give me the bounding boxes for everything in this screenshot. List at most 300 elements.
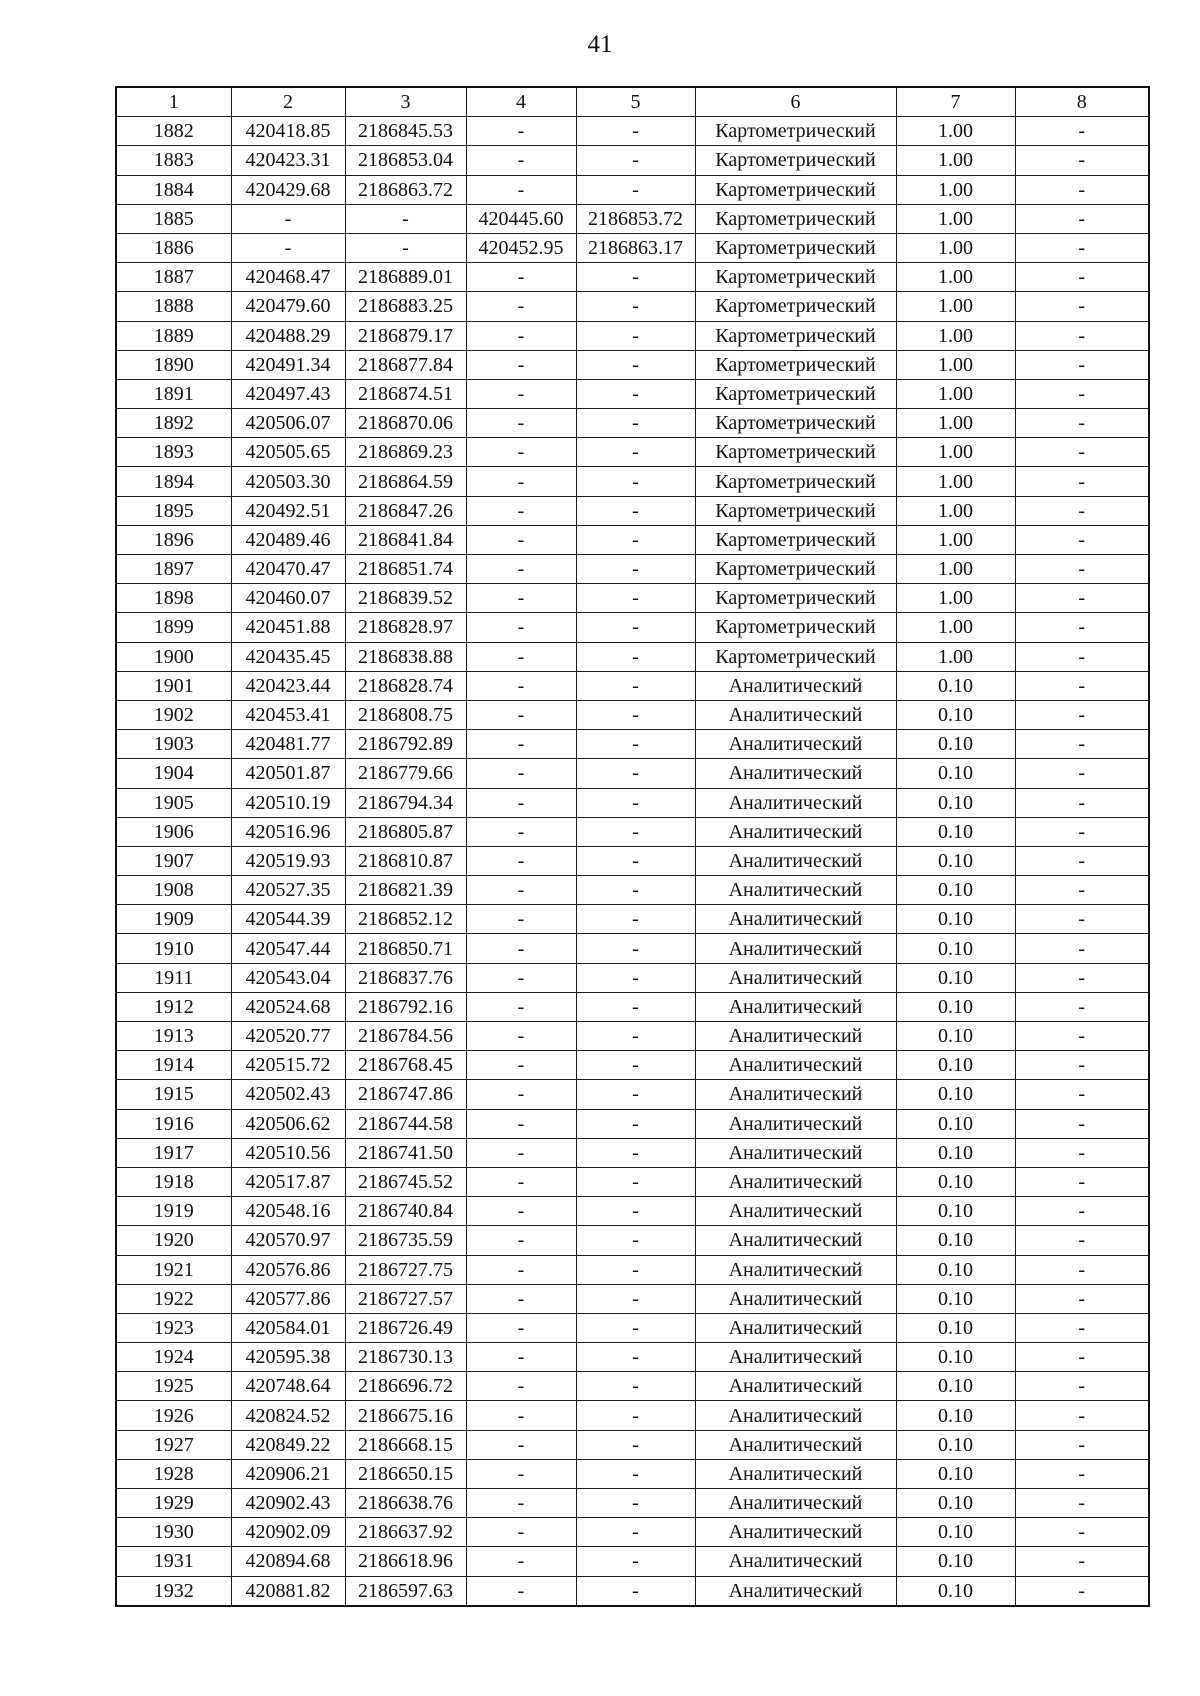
table-cell: 2186828.74 [345, 671, 466, 700]
table-cell: - [576, 146, 695, 175]
table-cell: - [1015, 117, 1149, 146]
table-cell: 1887 [116, 263, 231, 292]
table-cell: 420748.64 [231, 1372, 345, 1401]
table-cell: 2186850.71 [345, 934, 466, 963]
table-cell: 1.00 [896, 438, 1015, 467]
table-cell: - [576, 1167, 695, 1196]
table-cell: 1913 [116, 1022, 231, 1051]
table-cell: Аналитический [695, 1489, 896, 1518]
table-cell: - [576, 117, 695, 146]
table-cell: 1.00 [896, 467, 1015, 496]
table-row [116, 1343, 1149, 1372]
table-cell: - [466, 1226, 576, 1255]
table-cell: 1917 [116, 1138, 231, 1167]
table-cell: 420544.39 [231, 905, 345, 934]
table-cell: 2186821.39 [345, 876, 466, 905]
table-row [116, 1372, 1149, 1401]
table-cell: - [576, 730, 695, 759]
table-cell: Аналитический [695, 846, 896, 875]
table-cell: 2186839.52 [345, 584, 466, 613]
table-cell: 1922 [116, 1284, 231, 1313]
table-cell: 420489.46 [231, 525, 345, 554]
table-cell: Картометрический [695, 321, 896, 350]
table-cell: 420510.19 [231, 788, 345, 817]
table-row [116, 992, 1149, 1021]
table-cell: 420501.87 [231, 759, 345, 788]
table-cell: - [1015, 525, 1149, 554]
table-cell: 0.10 [896, 846, 1015, 875]
table-cell: 1899 [116, 613, 231, 642]
table-cell: 1.00 [896, 117, 1015, 146]
table-cell: 420506.07 [231, 409, 345, 438]
table-cell: - [1015, 1372, 1149, 1401]
table-cell: - [466, 321, 576, 350]
table-cell: 1885 [116, 204, 231, 233]
table-row [116, 817, 1149, 846]
table-row [116, 438, 1149, 467]
table-row [116, 584, 1149, 613]
table-cell: - [1015, 1518, 1149, 1547]
table-row [116, 642, 1149, 671]
table-row [116, 467, 1149, 496]
table-cell: 1919 [116, 1197, 231, 1226]
table-cell: - [466, 292, 576, 321]
table-row [116, 1547, 1149, 1576]
table-cell: 1921 [116, 1255, 231, 1284]
table-cell: 0.10 [896, 730, 1015, 759]
header-cell: 2 [231, 87, 345, 117]
table-cell: - [1015, 409, 1149, 438]
table-cell: 420902.09 [231, 1518, 345, 1547]
table-cell: - [576, 905, 695, 934]
table-cell: - [466, 817, 576, 846]
table-row [116, 1138, 1149, 1167]
table-row [116, 292, 1149, 321]
table-body [116, 117, 1149, 1606]
table-cell: 420445.60 [466, 204, 576, 233]
table-cell: 1909 [116, 905, 231, 934]
table-cell: - [576, 263, 695, 292]
table-cell: Аналитический [695, 1080, 896, 1109]
table-row [116, 233, 1149, 262]
table-row [116, 613, 1149, 642]
table-cell: 420584.01 [231, 1313, 345, 1342]
table-row [116, 1051, 1149, 1080]
table-cell: - [576, 1343, 695, 1372]
table-cell: Аналитический [695, 1255, 896, 1284]
table-cell: Картометрический [695, 379, 896, 408]
table-cell: - [576, 992, 695, 1021]
table-cell: 1.00 [896, 496, 1015, 525]
header-cell: 3 [345, 87, 466, 117]
table-cell: 1882 [116, 117, 231, 146]
table-cell: - [1015, 992, 1149, 1021]
table-cell: 1931 [116, 1547, 231, 1576]
table-row [116, 1167, 1149, 1196]
table-cell: 2186863.17 [576, 233, 695, 262]
table-cell: 2186810.87 [345, 846, 466, 875]
table-cell: Аналитический [695, 1051, 896, 1080]
table-cell: Аналитический [695, 817, 896, 846]
table-cell: 1888 [116, 292, 231, 321]
table-cell: 420435.45 [231, 642, 345, 671]
table-cell: - [1015, 700, 1149, 729]
table-cell: 420481.77 [231, 730, 345, 759]
table-cell: Аналитический [695, 1138, 896, 1167]
table-row [116, 1284, 1149, 1313]
table-cell: - [466, 934, 576, 963]
table-cell: 1.00 [896, 379, 1015, 408]
table-cell: 420468.47 [231, 263, 345, 292]
table-row [116, 730, 1149, 759]
table-cell: - [576, 642, 695, 671]
table-cell: 0.10 [896, 1226, 1015, 1255]
table-cell: - [466, 1080, 576, 1109]
table-cell: 1918 [116, 1167, 231, 1196]
table-cell: Аналитический [695, 1197, 896, 1226]
table-cell: - [576, 175, 695, 204]
table-cell: - [576, 555, 695, 584]
table-cell: 2186869.23 [345, 438, 466, 467]
table-cell: 0.10 [896, 1430, 1015, 1459]
table-row [116, 321, 1149, 350]
table-cell: - [576, 321, 695, 350]
table-cell: - [1015, 1489, 1149, 1518]
table-cell: - [1015, 321, 1149, 350]
table-cell: - [576, 671, 695, 700]
table-row [116, 788, 1149, 817]
table-cell: Аналитический [695, 1518, 896, 1547]
table-cell: 2186597.63 [345, 1576, 466, 1606]
table-cell: 1929 [116, 1489, 231, 1518]
table-cell: 0.10 [896, 1138, 1015, 1167]
table-cell: - [1015, 175, 1149, 204]
table-cell: - [466, 1051, 576, 1080]
table-row [116, 1459, 1149, 1488]
table-cell: - [1015, 876, 1149, 905]
table-cell: - [466, 642, 576, 671]
table-cell: - [466, 1459, 576, 1488]
table-cell: 2186726.49 [345, 1313, 466, 1342]
table-cell: 420849.22 [231, 1430, 345, 1459]
table-cell: - [1015, 438, 1149, 467]
table-cell: 1886 [116, 233, 231, 262]
table-cell: - [466, 1138, 576, 1167]
table-cell: 0.10 [896, 1343, 1015, 1372]
table-cell: 420418.85 [231, 117, 345, 146]
table-cell: 0.10 [896, 1576, 1015, 1606]
table-cell: - [466, 496, 576, 525]
table-cell: - [1015, 963, 1149, 992]
table-cell: 0.10 [896, 1022, 1015, 1051]
table-cell: Картометрический [695, 292, 896, 321]
table-row [116, 905, 1149, 934]
table-cell: Картометрический [695, 555, 896, 584]
table-row [116, 409, 1149, 438]
table-cell: - [576, 700, 695, 729]
table-cell: 2186741.50 [345, 1138, 466, 1167]
table-cell: 420902.43 [231, 1489, 345, 1518]
table-cell: Картометрический [695, 204, 896, 233]
table-cell: Картометрический [695, 613, 896, 642]
table-cell: 1925 [116, 1372, 231, 1401]
table-cell: - [1015, 642, 1149, 671]
table-cell: - [466, 263, 576, 292]
table-cell: 1.00 [896, 642, 1015, 671]
table-cell: 1889 [116, 321, 231, 350]
table-cell: 2186877.84 [345, 350, 466, 379]
table-cell: - [466, 1022, 576, 1051]
table-cell: 0.10 [896, 963, 1015, 992]
table-row [116, 525, 1149, 554]
table-cell: - [576, 963, 695, 992]
table-cell: - [466, 438, 576, 467]
table-cell: - [1015, 233, 1149, 262]
table-header-row [116, 87, 1149, 117]
table-cell: - [576, 1284, 695, 1313]
table-cell: Картометрический [695, 525, 896, 554]
table-cell: 2186847.26 [345, 496, 466, 525]
table-cell: 1900 [116, 642, 231, 671]
table-cell: 1908 [116, 876, 231, 905]
table-cell: 2186768.45 [345, 1051, 466, 1080]
table-cell: 1894 [116, 467, 231, 496]
table-cell: - [466, 409, 576, 438]
table-cell: 0.10 [896, 700, 1015, 729]
table-row [116, 1489, 1149, 1518]
header-cell: 1 [116, 87, 231, 117]
table-cell: - [466, 1489, 576, 1518]
table-cell: Картометрический [695, 233, 896, 262]
table-cell: 1926 [116, 1401, 231, 1430]
table-cell: - [1015, 671, 1149, 700]
table-cell: - [1015, 1167, 1149, 1196]
table-cell: - [1015, 1284, 1149, 1313]
table-cell: Аналитический [695, 1547, 896, 1576]
table-cell: - [1015, 1401, 1149, 1430]
header-cell: 6 [695, 87, 896, 117]
table-cell: 420576.86 [231, 1255, 345, 1284]
table-row [116, 671, 1149, 700]
table-cell: - [1015, 1547, 1149, 1576]
table-cell: Аналитический [695, 1109, 896, 1138]
table-cell: 420505.65 [231, 438, 345, 467]
table-cell: 420595.38 [231, 1343, 345, 1372]
table-cell: 0.10 [896, 1109, 1015, 1138]
table-cell: 420488.29 [231, 321, 345, 350]
table-cell: 0.10 [896, 1080, 1015, 1109]
table-cell: - [1015, 759, 1149, 788]
table-cell: - [1015, 379, 1149, 408]
table-cell: - [576, 1459, 695, 1488]
table-cell: - [466, 350, 576, 379]
table-cell: - [1015, 1051, 1149, 1080]
coordinates-table [115, 86, 1150, 1607]
table-cell: Аналитический [695, 963, 896, 992]
table-cell: 420524.68 [231, 992, 345, 1021]
table-cell: Аналитический [695, 700, 896, 729]
table-cell: 0.10 [896, 759, 1015, 788]
table-cell: - [576, 1489, 695, 1518]
table-cell: 1884 [116, 175, 231, 204]
table-cell: - [576, 1080, 695, 1109]
table-cell: 2186696.72 [345, 1372, 466, 1401]
table-cell: 2186851.74 [345, 555, 466, 584]
table-cell: - [466, 117, 576, 146]
table-cell: Аналитический [695, 1401, 896, 1430]
table-cell: 2186808.75 [345, 700, 466, 729]
table-cell: 0.10 [896, 1547, 1015, 1576]
table-cell: - [1015, 817, 1149, 846]
table-cell: Аналитический [695, 671, 896, 700]
table-cell: - [466, 584, 576, 613]
table-cell: 2186841.84 [345, 525, 466, 554]
table-cell: Аналитический [695, 876, 896, 905]
table-cell: - [1015, 555, 1149, 584]
table-row [116, 1255, 1149, 1284]
table-cell: 420510.56 [231, 1138, 345, 1167]
table-cell: 2186845.53 [345, 117, 466, 146]
table-cell: - [576, 1022, 695, 1051]
table-cell: 420453.41 [231, 700, 345, 729]
table-cell: - [1015, 146, 1149, 175]
table-cell: 420516.96 [231, 817, 345, 846]
table-cell: - [1015, 1459, 1149, 1488]
table-cell: 2186744.58 [345, 1109, 466, 1138]
table-cell: 2186735.59 [345, 1226, 466, 1255]
table-cell: - [1015, 613, 1149, 642]
table-cell: 2186879.17 [345, 321, 466, 350]
table-row [116, 1226, 1149, 1255]
table-cell: - [1015, 730, 1149, 759]
table-cell: - [576, 1255, 695, 1284]
table-cell: 420520.77 [231, 1022, 345, 1051]
table-row [116, 1313, 1149, 1342]
header-cell: 5 [576, 87, 695, 117]
table-cell: 1.00 [896, 350, 1015, 379]
table-cell: 1.00 [896, 204, 1015, 233]
table-cell: - [466, 730, 576, 759]
table-cell: Картометрический [695, 263, 896, 292]
table-cell: - [466, 525, 576, 554]
table-cell: 420491.34 [231, 350, 345, 379]
table-cell: - [466, 1518, 576, 1547]
table-cell: 2186792.89 [345, 730, 466, 759]
table-cell: 2186779.66 [345, 759, 466, 788]
table-cell: 1905 [116, 788, 231, 817]
table-cell: Аналитический [695, 1313, 896, 1342]
table-cell: 1928 [116, 1459, 231, 1488]
table-cell: 0.10 [896, 1401, 1015, 1430]
table-cell: 1.00 [896, 584, 1015, 613]
table-cell: 0.10 [896, 1459, 1015, 1488]
table-cell: 1902 [116, 700, 231, 729]
table-cell: - [1015, 350, 1149, 379]
table-cell: 1.00 [896, 175, 1015, 204]
table-cell: Картометрический [695, 438, 896, 467]
table-cell: - [466, 175, 576, 204]
table-cell: - [466, 876, 576, 905]
table-cell: - [345, 233, 466, 262]
table-row [116, 146, 1149, 175]
table-cell: - [466, 613, 576, 642]
table-row [116, 876, 1149, 905]
table-cell: 1930 [116, 1518, 231, 1547]
table-cell: 1911 [116, 963, 231, 992]
table-cell: 1897 [116, 555, 231, 584]
table-cell: 1907 [116, 846, 231, 875]
table-cell: - [466, 555, 576, 584]
table-cell: - [231, 204, 345, 233]
table-cell: - [576, 584, 695, 613]
table-cell: - [466, 1109, 576, 1138]
table-cell: - [466, 1401, 576, 1430]
table-cell: 420429.68 [231, 175, 345, 204]
table-cell: 1.00 [896, 321, 1015, 350]
table-cell: - [576, 1197, 695, 1226]
table-cell: - [1015, 1255, 1149, 1284]
table-cell: 420577.86 [231, 1284, 345, 1313]
table-cell: Аналитический [695, 730, 896, 759]
table-cell: 2186852.12 [345, 905, 466, 934]
table-cell: - [466, 146, 576, 175]
table-cell: - [466, 1372, 576, 1401]
table-cell: - [466, 846, 576, 875]
table-cell: 0.10 [896, 1197, 1015, 1226]
table-cell: - [1015, 1226, 1149, 1255]
table-cell: - [466, 467, 576, 496]
table-cell: - [576, 292, 695, 321]
table-cell: 1895 [116, 496, 231, 525]
table-row [116, 1197, 1149, 1226]
table-cell: Картометрический [695, 350, 896, 379]
table-cell: 1896 [116, 525, 231, 554]
table-cell: 420543.04 [231, 963, 345, 992]
table-cell: 1904 [116, 759, 231, 788]
table-cell: - [1015, 263, 1149, 292]
table-row [116, 175, 1149, 204]
table-row [116, 934, 1149, 963]
table-cell: 420492.51 [231, 496, 345, 525]
table-cell: Аналитический [695, 905, 896, 934]
table-cell: - [466, 1167, 576, 1196]
table-cell: 2186864.59 [345, 467, 466, 496]
table-row [116, 700, 1149, 729]
table-cell: - [1015, 496, 1149, 525]
table-cell: 0.10 [896, 1051, 1015, 1080]
table-cell: 2186745.52 [345, 1167, 466, 1196]
table-cell: Картометрический [695, 467, 896, 496]
table-cell: - [466, 1197, 576, 1226]
table-cell: 2186792.16 [345, 992, 466, 1021]
table-cell: 2186853.72 [576, 204, 695, 233]
table-cell: 1.00 [896, 292, 1015, 321]
table-cell: Аналитический [695, 1372, 896, 1401]
table-cell: 420470.47 [231, 555, 345, 584]
table-cell: Аналитический [695, 1167, 896, 1196]
table-cell: 0.10 [896, 671, 1015, 700]
table-cell: 420423.31 [231, 146, 345, 175]
table-cell: 420824.52 [231, 1401, 345, 1430]
table-cell: 420515.72 [231, 1051, 345, 1080]
table-cell: - [466, 788, 576, 817]
table-cell: 0.10 [896, 1489, 1015, 1518]
table-cell: - [576, 1401, 695, 1430]
table-cell: 420502.43 [231, 1080, 345, 1109]
table-cell: Картометрический [695, 117, 896, 146]
table-cell: Аналитический [695, 1430, 896, 1459]
table-cell: - [576, 1109, 695, 1138]
